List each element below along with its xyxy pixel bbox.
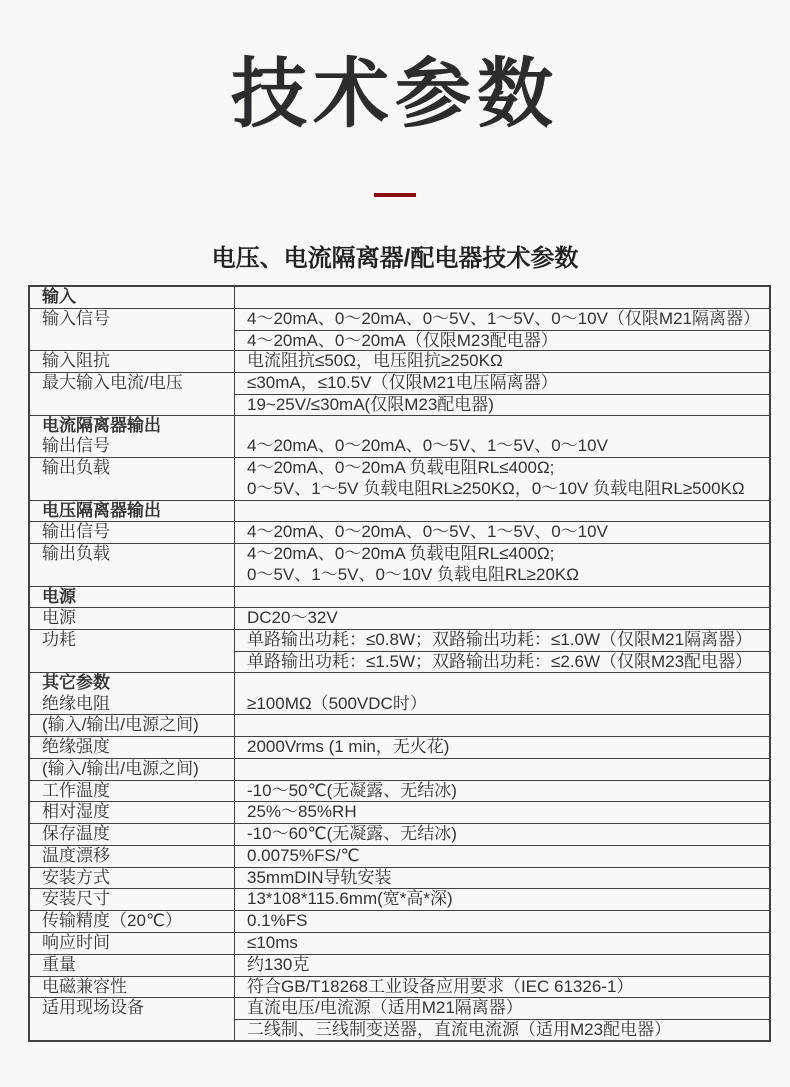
param-value: ≥100MΩ（500VDC时） xyxy=(247,693,427,713)
param-value: 0.0075%FS/℃ xyxy=(247,845,360,865)
table-row xyxy=(30,543,769,586)
param-value: 4～20mA、0～20mA（仅限M23配电器） xyxy=(235,330,769,351)
table-row xyxy=(30,457,769,500)
param-value: DC20～32V xyxy=(247,608,338,628)
param-label: (输入/输出/电源之间) xyxy=(42,715,199,735)
param-label: 电源 xyxy=(42,586,76,606)
param-value-cell xyxy=(235,824,769,845)
param-value-cell xyxy=(235,287,769,308)
param-label: 工作温度 xyxy=(42,780,110,800)
param-value: 4～20mA、0～20mA 负载电阻RL≤400Ω; xyxy=(247,458,555,478)
table-row xyxy=(30,287,769,308)
param-label-cell xyxy=(30,501,235,522)
title-divider xyxy=(374,193,416,197)
param-value-cell xyxy=(235,608,769,629)
param-label-cell xyxy=(30,802,235,823)
table-row xyxy=(30,308,769,351)
table-row xyxy=(30,954,769,976)
table-row xyxy=(30,736,769,758)
param-label-cell xyxy=(30,458,235,500)
table-row xyxy=(30,629,769,672)
param-label: 重量 xyxy=(42,954,76,974)
param-value xyxy=(235,287,769,308)
param-label-cell xyxy=(30,544,235,586)
param-value: 0.1%FS xyxy=(247,911,308,931)
param-value: 4～20mA、0～20mA 负载电阻RL≤400Ω; xyxy=(247,544,555,564)
param-value-cell xyxy=(235,977,769,998)
param-value-cell xyxy=(235,737,769,758)
param-label: 绝缘电阻 xyxy=(42,693,110,713)
table-row xyxy=(30,758,769,780)
param-label-cell xyxy=(30,351,235,372)
table-row xyxy=(30,910,769,932)
param-label: 电源 xyxy=(42,608,76,628)
section-header: 电流隔离器输出 xyxy=(42,415,161,435)
param-label-cell xyxy=(30,715,235,736)
param-value: 符合GB/T18268工业设备应用要求（IEC 61326-1） xyxy=(247,976,634,996)
param-value xyxy=(235,759,769,780)
param-label-cell xyxy=(30,846,235,867)
param-value: 13*108*115.6mm(宽*高*深) xyxy=(247,889,453,909)
param-value xyxy=(235,715,769,736)
param-value-cell xyxy=(235,673,769,715)
page-subtitle: 电压、电流隔离器/配电器技术参数 xyxy=(211,245,579,272)
table-row xyxy=(30,976,769,998)
param-label: 相对湿度 xyxy=(42,802,110,822)
param-label-cell xyxy=(30,373,235,415)
table-row xyxy=(30,801,769,823)
param-label: 绝缘强度 xyxy=(42,737,110,757)
param-label: 响应时间 xyxy=(42,932,110,952)
param-label: 输入 xyxy=(42,287,76,306)
param-value: 电流阻抗≤50Ω，电压阻抗≥250KΩ xyxy=(247,351,503,371)
param-label-cell xyxy=(30,824,235,845)
param-value xyxy=(235,416,769,437)
param-value-cell xyxy=(235,846,769,867)
table-row xyxy=(30,350,769,372)
param-value: 0～5V、1～5V 负载电阻RL≥250KΩ，0～10V 负载电阻RL≥500KΩ xyxy=(247,478,745,498)
param-label-cell xyxy=(30,998,235,1040)
param-value: 4～20mA、0～20mA、0～5V、1～5V、0～10V xyxy=(247,522,608,542)
param-label-cell xyxy=(30,955,235,976)
param-value xyxy=(235,673,769,694)
param-label-cell xyxy=(30,933,235,954)
param-value: -10～50℃(无凝露、无结冰) xyxy=(247,780,457,800)
param-label: 电压隔离器输出 xyxy=(42,500,161,520)
param-label-cell xyxy=(30,608,235,629)
param-value-cell xyxy=(235,955,769,976)
param-value: 2000Vrms (1 min，无火花) xyxy=(247,737,450,757)
param-label: 最大输入电流/电压 xyxy=(42,373,183,393)
param-value-cell xyxy=(235,715,769,736)
table-row xyxy=(30,521,769,543)
param-value: 4～20mA、0～20mA、0～5V、1～5V、0～10V（仅限M21隔离器） xyxy=(247,308,760,328)
param-label-cell xyxy=(30,416,235,458)
param-label-cell xyxy=(30,287,235,308)
param-value-cell xyxy=(235,544,769,586)
param-value-cell xyxy=(235,933,769,954)
param-label: 输出负载 xyxy=(42,544,110,564)
param-value: 直流电压/电流源（适用M21隔离器） xyxy=(247,998,523,1018)
param-value: 单路输出功耗：≤0.8W；双路输出功耗：≤1.0W（仅限M21隔离器） xyxy=(247,630,753,650)
page-title: 技术参数 xyxy=(231,52,559,137)
param-label-cell xyxy=(30,522,235,543)
param-value-cell xyxy=(235,781,769,802)
param-value-cell xyxy=(235,802,769,823)
param-value xyxy=(235,587,769,608)
param-value-cell xyxy=(235,868,769,889)
param-value-cell xyxy=(235,309,769,351)
table-row xyxy=(30,888,769,910)
param-value: 25%～85%RH xyxy=(247,802,357,822)
param-label: 安装尺寸 xyxy=(42,889,110,909)
param-value: 约130克 xyxy=(247,954,310,974)
table-row xyxy=(30,932,769,954)
param-value: 35mmDIN导轨安装 xyxy=(247,867,392,887)
param-label: 传输精度（20℃） xyxy=(42,911,183,931)
table-row xyxy=(30,780,769,802)
param-value-cell xyxy=(235,458,769,500)
param-label-cell xyxy=(30,673,235,715)
param-value: ≤10ms xyxy=(247,932,298,952)
table-row xyxy=(30,372,769,415)
param-label-cell xyxy=(30,309,235,351)
table-row xyxy=(30,586,769,608)
param-value-cell xyxy=(235,522,769,543)
param-label-cell xyxy=(30,759,235,780)
param-label: 适用现场设备 xyxy=(42,998,144,1018)
table-row xyxy=(30,867,769,889)
param-label: 输出负载 xyxy=(42,458,110,478)
param-label-cell xyxy=(30,587,235,608)
table-row xyxy=(30,845,769,867)
spec-table xyxy=(28,285,771,1042)
param-value-cell xyxy=(235,889,769,910)
table-row xyxy=(30,823,769,845)
param-value-cell xyxy=(235,416,769,458)
param-value-cell xyxy=(235,630,769,672)
param-value xyxy=(235,501,769,522)
param-label: 安装方式 xyxy=(42,867,110,887)
param-label: 功耗 xyxy=(42,630,76,650)
param-label: 输入信号 xyxy=(42,308,110,328)
param-label: 保存温度 xyxy=(42,824,110,844)
param-value-cell xyxy=(235,373,769,415)
param-label: 电磁兼容性 xyxy=(42,976,127,996)
param-value-cell xyxy=(235,911,769,932)
param-value: 19~25V/≤30mA(仅限M23配电器) xyxy=(235,394,769,415)
param-value: 单路输出功耗：≤1.5W；双路输出功耗：≤2.6W（仅限M23配电器） xyxy=(235,651,769,672)
param-label-cell xyxy=(30,781,235,802)
table-row xyxy=(30,997,769,1040)
param-label: 温度漂移 xyxy=(42,845,110,865)
param-value-cell xyxy=(235,501,769,522)
table-row xyxy=(30,500,769,522)
param-label: 输出信号 xyxy=(42,436,110,456)
param-value-cell xyxy=(235,587,769,608)
param-value-cell xyxy=(235,351,769,372)
table-row xyxy=(30,714,769,736)
param-label-cell xyxy=(30,868,235,889)
param-value: ≤30mA，≤10.5V（仅限M21电压隔离器） xyxy=(247,373,558,393)
param-label-cell xyxy=(30,977,235,998)
section-header: 其它参数 xyxy=(42,672,110,692)
param-label-cell xyxy=(30,911,235,932)
param-value-cell xyxy=(235,759,769,780)
param-value: 0～5V、1～5V、0～10V 负载电阻RL≥20KΩ xyxy=(247,564,579,584)
param-value: 4～20mA、0～20mA、0～5V、1～5V、0～10V xyxy=(247,436,608,456)
param-label-cell xyxy=(30,630,235,672)
param-value: -10～60℃(无凝露、无结冰) xyxy=(247,824,457,844)
param-label-cell xyxy=(30,889,235,910)
param-value: 二线制、三线制变送器，直流电流源（适用M23配电器） xyxy=(235,1019,769,1040)
table-row xyxy=(30,607,769,629)
param-value-cell xyxy=(235,998,769,1040)
param-label: (输入/输出/电源之间) xyxy=(42,758,199,778)
param-label-cell xyxy=(30,737,235,758)
table-row xyxy=(30,415,769,458)
table-row xyxy=(30,672,769,715)
param-label: 输出信号 xyxy=(42,522,110,542)
param-label: 输入阻抗 xyxy=(42,351,110,371)
